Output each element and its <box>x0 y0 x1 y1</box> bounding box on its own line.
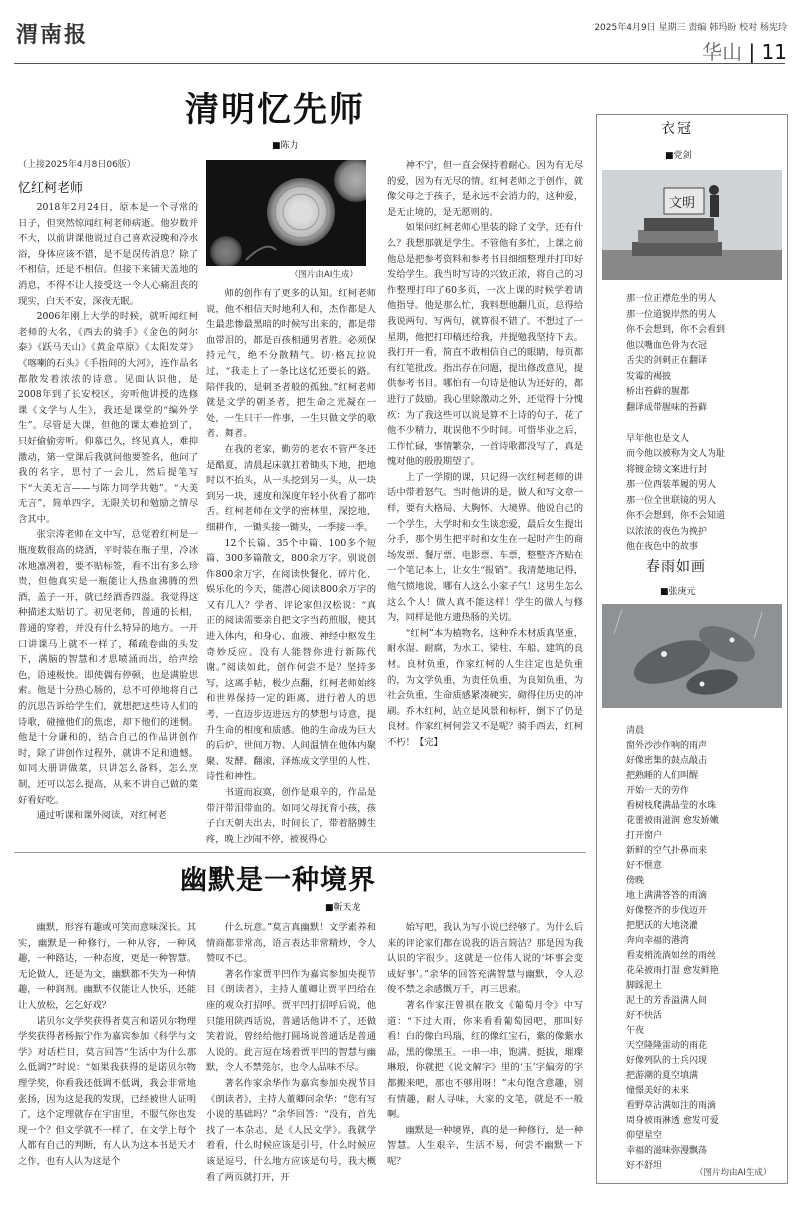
paragraph: 著名作家贾平凹作为嘉宾参加央视节目《朗读者》，主持人董卿让贾平凹给在座的观众打招呼。贾平凹打招呼后说，他只能用陕西话说，普通话他讲不了，还做笑着说，曾经给他打圆场说普通话是普通人说的。此言逗在场着贾平凹的智慧与幽默，令人不禁莞尔，也令人品味不尽。 <box>206 968 376 1074</box>
paragraph: 著名作家汪曾祺在散文《葡萄月令》中写道：“下过大雨，你来看看葡萄园吧，那叫好看！白的像白玛瑙，红的像红宝石，紫的像紫水晶，黑的像黑玉。一串一串，饱满、挺拔，璀璨琳琅，你就把《说文解字》里的‘玉’字偏旁的字都搬来吧，那也不够用呀！”末句饱含意趣，别有情趣，耐人寻味，大家的文笔，就是不一般啊。 <box>387 999 583 1121</box>
article-divider <box>14 852 586 853</box>
paragraph: 上了一学期的课，只记得一次红柯老师的讲话中带着怒气。当时他讲的是，做人和写文章一样，要有大格局、大胸怀、大境界。他说自己的一个学生，大学时和女生谈恋爱，最后女生提出分手，那个男生把平时和女生在一起时产生的商场发票、餐厅票、电影票、车票，整整齐齐贴在一个笔记本上，让女生“报销”。我清楚地记得，他气愤地说，哪有人这么小家子气！这男生怎么这么个人！做人真不能这样！学生的做人与修为，同样是他方遗热肠的关切。 <box>387 471 583 624</box>
paragraph: 张宗涛老师在文中写，总觉着红柯是一瓶度数很高的烧酒，平时装在瓶子里，冷冰冰地凛冽着，要不贴标签，看不出有多么珍贵，但他真实是一瓶能让人热血沸腾的烈酒，盖子一开，就已经酒香四溢。我觉得这种描述太贴切了。初见老师，普通的长相，普通的穿着，并没有什么特异的地方。一开口讲课马上就不一样了，稀疏卷曲的头发下，满脑的智慧和才思喷涌而出，给声绘色，语速极快。即使偶有停顿，也是满脸思索。他是十分热心肠的，总不可停地将自己的沉思告诉给学生们，就想把这些诗人们的诗歌，碰撞他们的焦虑，却下他们的迷惘。他是十分谦和的，结合自己的作品讲创作时，除了讲创作过程外，就讲不足和遗憾。如同大册讲做菜，只讲怎么备料，怎么烹制，还可以怎么提高，从来不讲自己做的菜好看好吃。 <box>18 529 198 806</box>
paragraph: 神不宁，但一直会保持着耐心。因为有无尽的爱，因为有无尽的情。红柯老师之于创作，就像父母之于孩子，是永远不会消力的，这种爱，是无止境的，是无愿则的。 <box>387 160 583 218</box>
poem2-caption: （图片均由AI生成） <box>695 1168 772 1178</box>
masthead-rule <box>14 63 785 64</box>
article2-headline: 幽默是一种境界 <box>180 865 376 896</box>
paragraph: 幽默，形容有趣或可笑而意味深长。其实，幽默是一种修行，一种从容，一种风趣，一种路达，一种态度，更是一种智慧。无论做人，还是为文，幽默都不失为一种情趣，一种润剂。幽默不仅能让人快乐，还能让人放松，乞乞好戏？ <box>18 922 196 1011</box>
poem1-illustration <box>602 170 782 280</box>
masthead <box>0 0 799 70</box>
article1-photo-caption: （图片由AI生成） <box>290 270 358 280</box>
paragraph: 2018年2月24日，原本是一个寻常的日子，但突然惊闻红柯老师病逝。他岁数并不大，以前讲课他说过自己喜欢浸晚和冷水浴，身体应该不错，是不是误传消息？除了不相信，还是不相信。但接下来铺天盖地的消息，不得不让人接受这一令人心痛沮丧的现实，白天不安，深夜无眠。 <box>18 202 198 307</box>
paragraph: 12个长篇、35个中篇、100多个短篇、300多篇散文，800余万字。别说创作800余万字，在阅读快餐化、碎片化、娱乐化的今天，能潜心阅读800余万字的又有几人？学者、评论家但汉松说：“真正的阅读需要亲自把文字当药煎服，使其进入体内，和身心、血液、神经中枢发生奇妙反应。没有人能替你进行新陈代谢。”阅读如此，创作何尝不是？坚持多写，这离手帖，极少点翻，红柯老师始终和世界保持一定的距离，进行着人的思考，一直迈步迈进远方的梦想与诗意，提升生命的相度和质感。他的生命成为巨大的后炉，世间万物、人间温情在他体内聚聚、发酵、翻滚，泽炼成文学里的人性、诗性和神性。 <box>206 537 376 783</box>
paragraph: 书道而寂寞，创作是艰辛的，作品是带汗带泪带血的。如同父母抚育小孩，孩子白天朝夫出去，时间长了，带着胳膊生疼，晚上沙闹不停，被视得心 <box>206 787 376 845</box>
poem1-byline: ■党剑 <box>665 151 692 161</box>
article1-source-note: （上接2025年4月8日06版） <box>18 160 136 170</box>
books-illustration <box>602 170 782 280</box>
poem1-body: 那一位正襟危坐的男人 那一位道貌岸然的男人 你不会想到，你不会看到 他以嘴血色骨为衣冠 舌尖的剑刺正在翻译 发霉的褐披 桥出苔藓的腥都 翻译成带腥味的苔藓 早年他也是文人 而今他以被称为文人为耻 将镀金镑文案进行封 那一位西装革履的男人 那一位全世联镜的男人 你不会想到，你不会知道 以浓浓的夜色为挽护 他在夜色中的故事 <box>626 294 726 552</box>
paragraph: 始写吧，我认为写小说已经够了。为什么后来的评论家们都在说我的语言简洁？那是因为我认识的字很少。这就是一位伟人说的‘坏事会变成好事’。”余华的回答充满智慧与幽默，令人忍俊不禁之余感慨万千，再三思索。 <box>387 922 583 996</box>
flower-illustration <box>206 160 366 266</box>
paragraph: “红柯”本为植物名，这种乔木材质真坚重，耐水湿、耐腐，为水工、梁柱、车船、建筑的良材。良材负重，作家红柯的人生注定也是负重的，为文学负重，为责任负重，为良知负重，为社会负重，生命质感紧凑硬实，砌得住历史的冲刷。乔木红柯，站立是风景和标杆，倒下了仍是良材。作家红柯何尝又不是呢？骑手西去，红柯不朽！【完】 <box>387 627 583 748</box>
article1-column-3 <box>387 158 583 848</box>
paragraph: 著名作家余华作为嘉宾参加央视节目《朗读者》，主持人董卿问余华：“您有写小说的基础吗？”余华回答：“没有，首先找了一本杂志，是《人民文学》。我就学着看，什么时候应该是引号，什么时候应该是逗号，什么地方应该是句号，我大概看了两页就打开，开 <box>206 1077 376 1183</box>
article1-subhead: 忆红柯老师 <box>18 181 84 196</box>
article1-headline: 清明忆先师 <box>185 90 365 130</box>
poem2-title: 春雨如画 <box>646 559 706 575</box>
article1-column-1 <box>18 200 198 848</box>
paragraph: 师的创作有了更多的认知。红柯老师说，他不相信天时地利人和，杰作都是人生最悲惨最黑暗的时候写出来的，都是带血带泪的，都是百孩相通男者胜。必须保持元气，绝不分散精气。切·格瓦拉说过，“我走上了一条比这忆还要长的路。陪伴我的，是刺圣者般的孤独。”红柯老师就是文学的朝圣者，把生命之光凝在一处，一生只干一件事，一生只做文学的歌者、舞者。 <box>206 288 376 440</box>
article2-column-3 <box>387 920 583 1192</box>
dateline: 2025年4月9日 星期三 责编 韩玛盼 校对 杨宪玲 <box>594 23 787 33</box>
poem2-byline: ■张庚元 <box>660 587 696 597</box>
article2-column-1 <box>18 920 196 1192</box>
newspaper-logo: 渭南报 <box>16 22 89 48</box>
paragraph: 什么玩意。”莫言真幽默！文学素养和情商都非常高，语言表达非常精炒，令人赞叹不已。 <box>206 922 376 965</box>
paragraph: 2006年刚上大学的时候，就听闻红柯老师的大名，《西去的骑手》《金色的阿尔泰》《跃马天山》《黄金草原》《太阳发芽》《喀喇的石头》《手指间的大河》，连作品名都散发着浓浓的诗意。见面认识他，是2008年到了长安校区，旁听他讲授的选修课《文学与人生》，我还是课堂的“编外学生”。尽管是大课，但他的课太难抢到了，只好偷偷旁听。仰慕已久，终见真人，难抑激动，第一堂课后我就问他要签名，他问了我的名字，思忖了一会儿，然后提笔写下“大美无言——与陈力同学共勉”。“大美无言”，简单四字，无限关切和勉励之情尽含其中。 <box>18 311 198 525</box>
article2-column-2 <box>206 920 376 1192</box>
paragraph: 在我的老家，勤劳的老农不管严冬还是酷夏，清晨起床就扛着锄头下地，把地时以不抬头，从一头挖到另一头，从一块到另一块，速度和深度年轻小伙看了都咋舌。红柯老师在文学的密林里，深挖地，细耕作，一锄头接一锄头，一季接一季。 <box>206 443 376 533</box>
paragraph: 如果问红柯老师心里装的除了文学，还有什么？我想那就是学生。不管他有多忙，上课之前他总是把参考资料和参考书目细细整理并打印好发给学生。我当时写诗的兴致正浓，将自己的习作整理打印了60多页，一次上课的时候学着请他指导。他是那么忙，我料想他翻几页，总得给我说两句、写两句，就算很不错了。不想过了一星期，他把打印稿还给我，并提勉我坚持下去。我打开一看，简直不敢相信自己的眼睛，每页都有红笔批改。指出存在问题，提出修改意见，提供参考书目。哪怕有一句诗是他认为还好的，都进行了鼓励。我心里除激动之外，还觉得十分愧疚：为了我这些可以说是算不上诗的句子，花了他不少精力，耽误他不少时间。可惜毕业之后，工作忙碌，事情繁杂，一首诗歌都没写了，真是愧对他的殷殷期望了。 <box>387 222 583 468</box>
paragraph: 通过听课和课外阅读，对红柯老 <box>36 810 167 822</box>
chrysanthemum-photo <box>206 160 366 266</box>
article1-byline: ■陈力 <box>272 141 299 151</box>
poem2-illustration <box>602 604 782 708</box>
article2-byline: ■靳天龙 <box>325 903 361 913</box>
article1-column-2 <box>206 286 376 848</box>
page-number: 11 <box>761 40 787 64</box>
page-name: 华山 | 11 <box>702 40 787 64</box>
section-name: 华山 <box>702 40 743 64</box>
paragraph: 诺贝尔文学奖获得者莫言和诺贝尔物理学奖获得者杨振宁作为嘉宾参加《科学与文学》对话栏目，莫言回答“生活中为什么那么低调?”时说：“如果我获得的是诺贝尔物理学奖，你看我还低调不低调，我会非常地张扬，因为这是我的发现，已经被世人证明了，这个定理就存在宇宙里，不服气你也发现一个？但文学就不一样了，在文学上每个人都有自己的判断，有人认为这本书是天才之作，也有人认为这是个 <box>18 1015 196 1167</box>
paragraph: 幽默是一种境界，真的是一种修行，是一种智慧。人生艰辛，生活不易，何尝不幽默一下呢？ <box>387 1124 583 1167</box>
poem2-body: 清晨 窗外沙沙作响的雨声 好像密集的鼓点敲击 把熟睡的人们叫醒 开始一天的劳作 看树枝爬满晶莹的水珠 花蕾被雨滋润 愈发娇嫩 打开窗户 新鲜的空气扑鼻而来 好不惬意 傍晚 地上满满答答的雨滴 好像整齐的步伐迈开 把肥沃的大地浇灌 奔向幸福的港湾 看麦梢流淌如丝的雨丝 花朵被雨打湿 愈发鲜艳 脚踩泥土 泥土的芳香溢满人间 好不快活 午夜 天空隆隆雷动的雨花 好像列队的士兵闪现 把游潮的夏空填满 憧憬美好的未来 看野草沾满如注的雨滴 周身被雨淋透 愈发可爱 仰望星空 幸福的滋味弥漫飘荡 好不舒坦 <box>626 726 719 1171</box>
poem1-image-badge: 文明 <box>669 196 696 211</box>
poem1-title: 衣冠 <box>661 121 693 137</box>
rain-leaves-illustration <box>602 604 782 708</box>
